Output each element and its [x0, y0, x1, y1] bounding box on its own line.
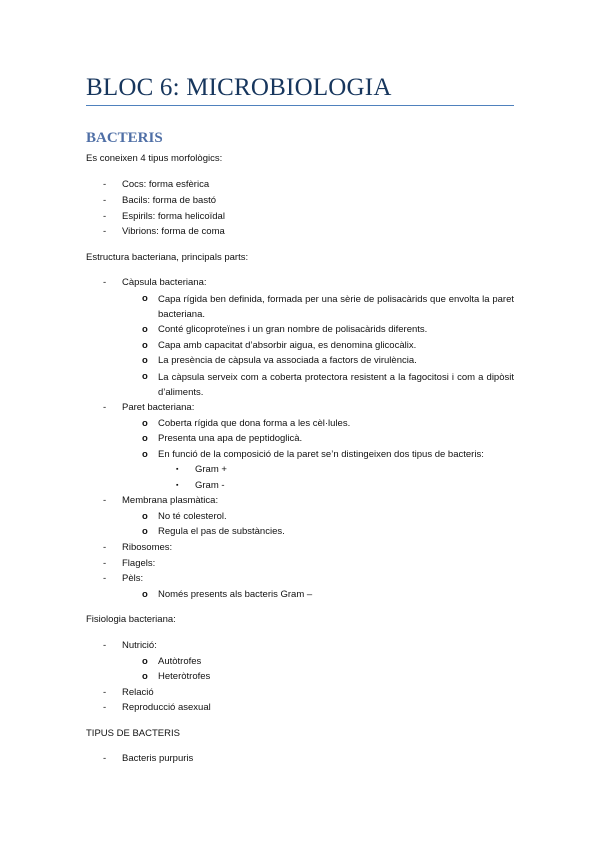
dash-bullet: -: [103, 277, 107, 288]
circle-bullet: o: [142, 418, 148, 429]
dash-bullet: -: [103, 753, 107, 764]
list-item-relacio: Relació: [122, 687, 154, 698]
paret-detail-2: Presenta una apa de peptidoglicà.: [158, 433, 303, 444]
capsula-detail-2: Conté glicoproteïnes i un gran nombre de polisacàrids diferents.: [158, 324, 428, 335]
list-item-flagels: Flagels:: [122, 558, 156, 569]
circle-bullet: o: [142, 293, 148, 304]
list-item-vibrions: Vibrions: forma de coma: [122, 226, 225, 237]
circle-bullet: o: [142, 671, 148, 682]
intro-text: Es coneixen 4 tipus morfològics:: [86, 153, 223, 164]
paret-detail-3: En funció de la composició de la paret se’n distingeixen dos tipus de bacteris:: [158, 449, 484, 460]
title-underline: [86, 105, 514, 106]
nutricio-detail-1: Autòtrofes: [158, 656, 202, 667]
dash-bullet: -: [103, 226, 107, 237]
dash-bullet: -: [103, 179, 107, 190]
list-item-espirils: Espirils: forma helicoïdal: [122, 211, 225, 222]
dash-bullet: -: [103, 558, 107, 569]
dash-bullet: -: [103, 687, 107, 698]
dash-bullet: -: [103, 495, 107, 506]
circle-bullet: o: [142, 371, 148, 382]
circle-bullet: o: [142, 511, 148, 522]
nutricio-detail-2: Heteròtrofes: [158, 671, 211, 682]
square-bullet: ▪: [176, 482, 179, 489]
circle-bullet: o: [142, 340, 148, 351]
list-item-cocs: Cocs: forma esfèrica: [122, 179, 210, 190]
list-item-bacteris-purpuris: Bacteris purpuris: [122, 753, 194, 764]
circle-bullet: o: [142, 324, 148, 335]
circle-bullet: o: [142, 656, 148, 667]
dash-bullet: -: [103, 640, 107, 651]
section-heading-bacteris: BACTERIS: [86, 130, 163, 146]
membrana-detail-1: No té colesterol.: [158, 511, 227, 522]
circle-bullet: o: [142, 433, 148, 444]
physiology-intro: Fisiologia bacteriana:: [86, 614, 176, 625]
dash-bullet: -: [103, 702, 107, 713]
list-item-membrana: Membrana plasmàtica:: [122, 495, 219, 506]
circle-bullet: o: [142, 526, 148, 537]
capsula-detail-1: Capa rígida ben definida, formada per una sèrie de polisacàrids que envolta la paret bacteriana.: [158, 294, 514, 320]
dash-bullet: -: [103, 573, 107, 584]
page-title: BLOC 6: MICROBIOLOGIA: [86, 74, 392, 101]
types-heading: TIPUS DE BACTERIS: [86, 728, 180, 739]
dash-bullet: -: [103, 195, 107, 206]
paret-detail-1: Coberta rígida que dona forma a les cèl·lules.: [158, 418, 351, 429]
list-item-pels: Pèls:: [122, 573, 144, 584]
structure-intro: Estructura bacteriana, principals parts:: [86, 252, 249, 263]
dash-bullet: -: [103, 402, 107, 413]
list-item-capsula: Càpsula bacteriana:: [122, 277, 207, 288]
list-item-paret: Paret bacteriana:: [122, 402, 195, 413]
circle-bullet: o: [142, 589, 148, 600]
list-item-nutricio: Nutrició:: [122, 640, 157, 651]
capsula-detail-4: La presència de càpsula va associada a factors de virulència.: [158, 355, 417, 366]
capsula-detail-5: La càpsula serveix com a coberta protectora resistent a la fagocitosi i com a dipòsit d’aliments.: [158, 372, 514, 398]
list-item-bacils: Bacils: forma de bastó: [122, 195, 216, 206]
list-item-ribosomes: Ribosomes:: [122, 542, 173, 553]
dash-bullet: -: [103, 211, 107, 222]
list-item-reproduccio: Reproducció asexual: [122, 702, 211, 713]
gram-positive: Gram +: [195, 464, 227, 475]
membrana-detail-2: Regula el pas de substàncies.: [158, 526, 285, 537]
circle-bullet: o: [142, 449, 148, 460]
gram-negative: Gram -: [195, 480, 225, 491]
capsula-detail-3: Capa amb capacitat d’absorbir aigua, es denomina glicocàlix.: [158, 340, 417, 351]
dash-bullet: -: [103, 542, 107, 553]
square-bullet: ▪: [176, 466, 179, 473]
circle-bullet: o: [142, 355, 148, 366]
pels-detail-1: Només presents als bacteris Gram –: [158, 589, 313, 600]
